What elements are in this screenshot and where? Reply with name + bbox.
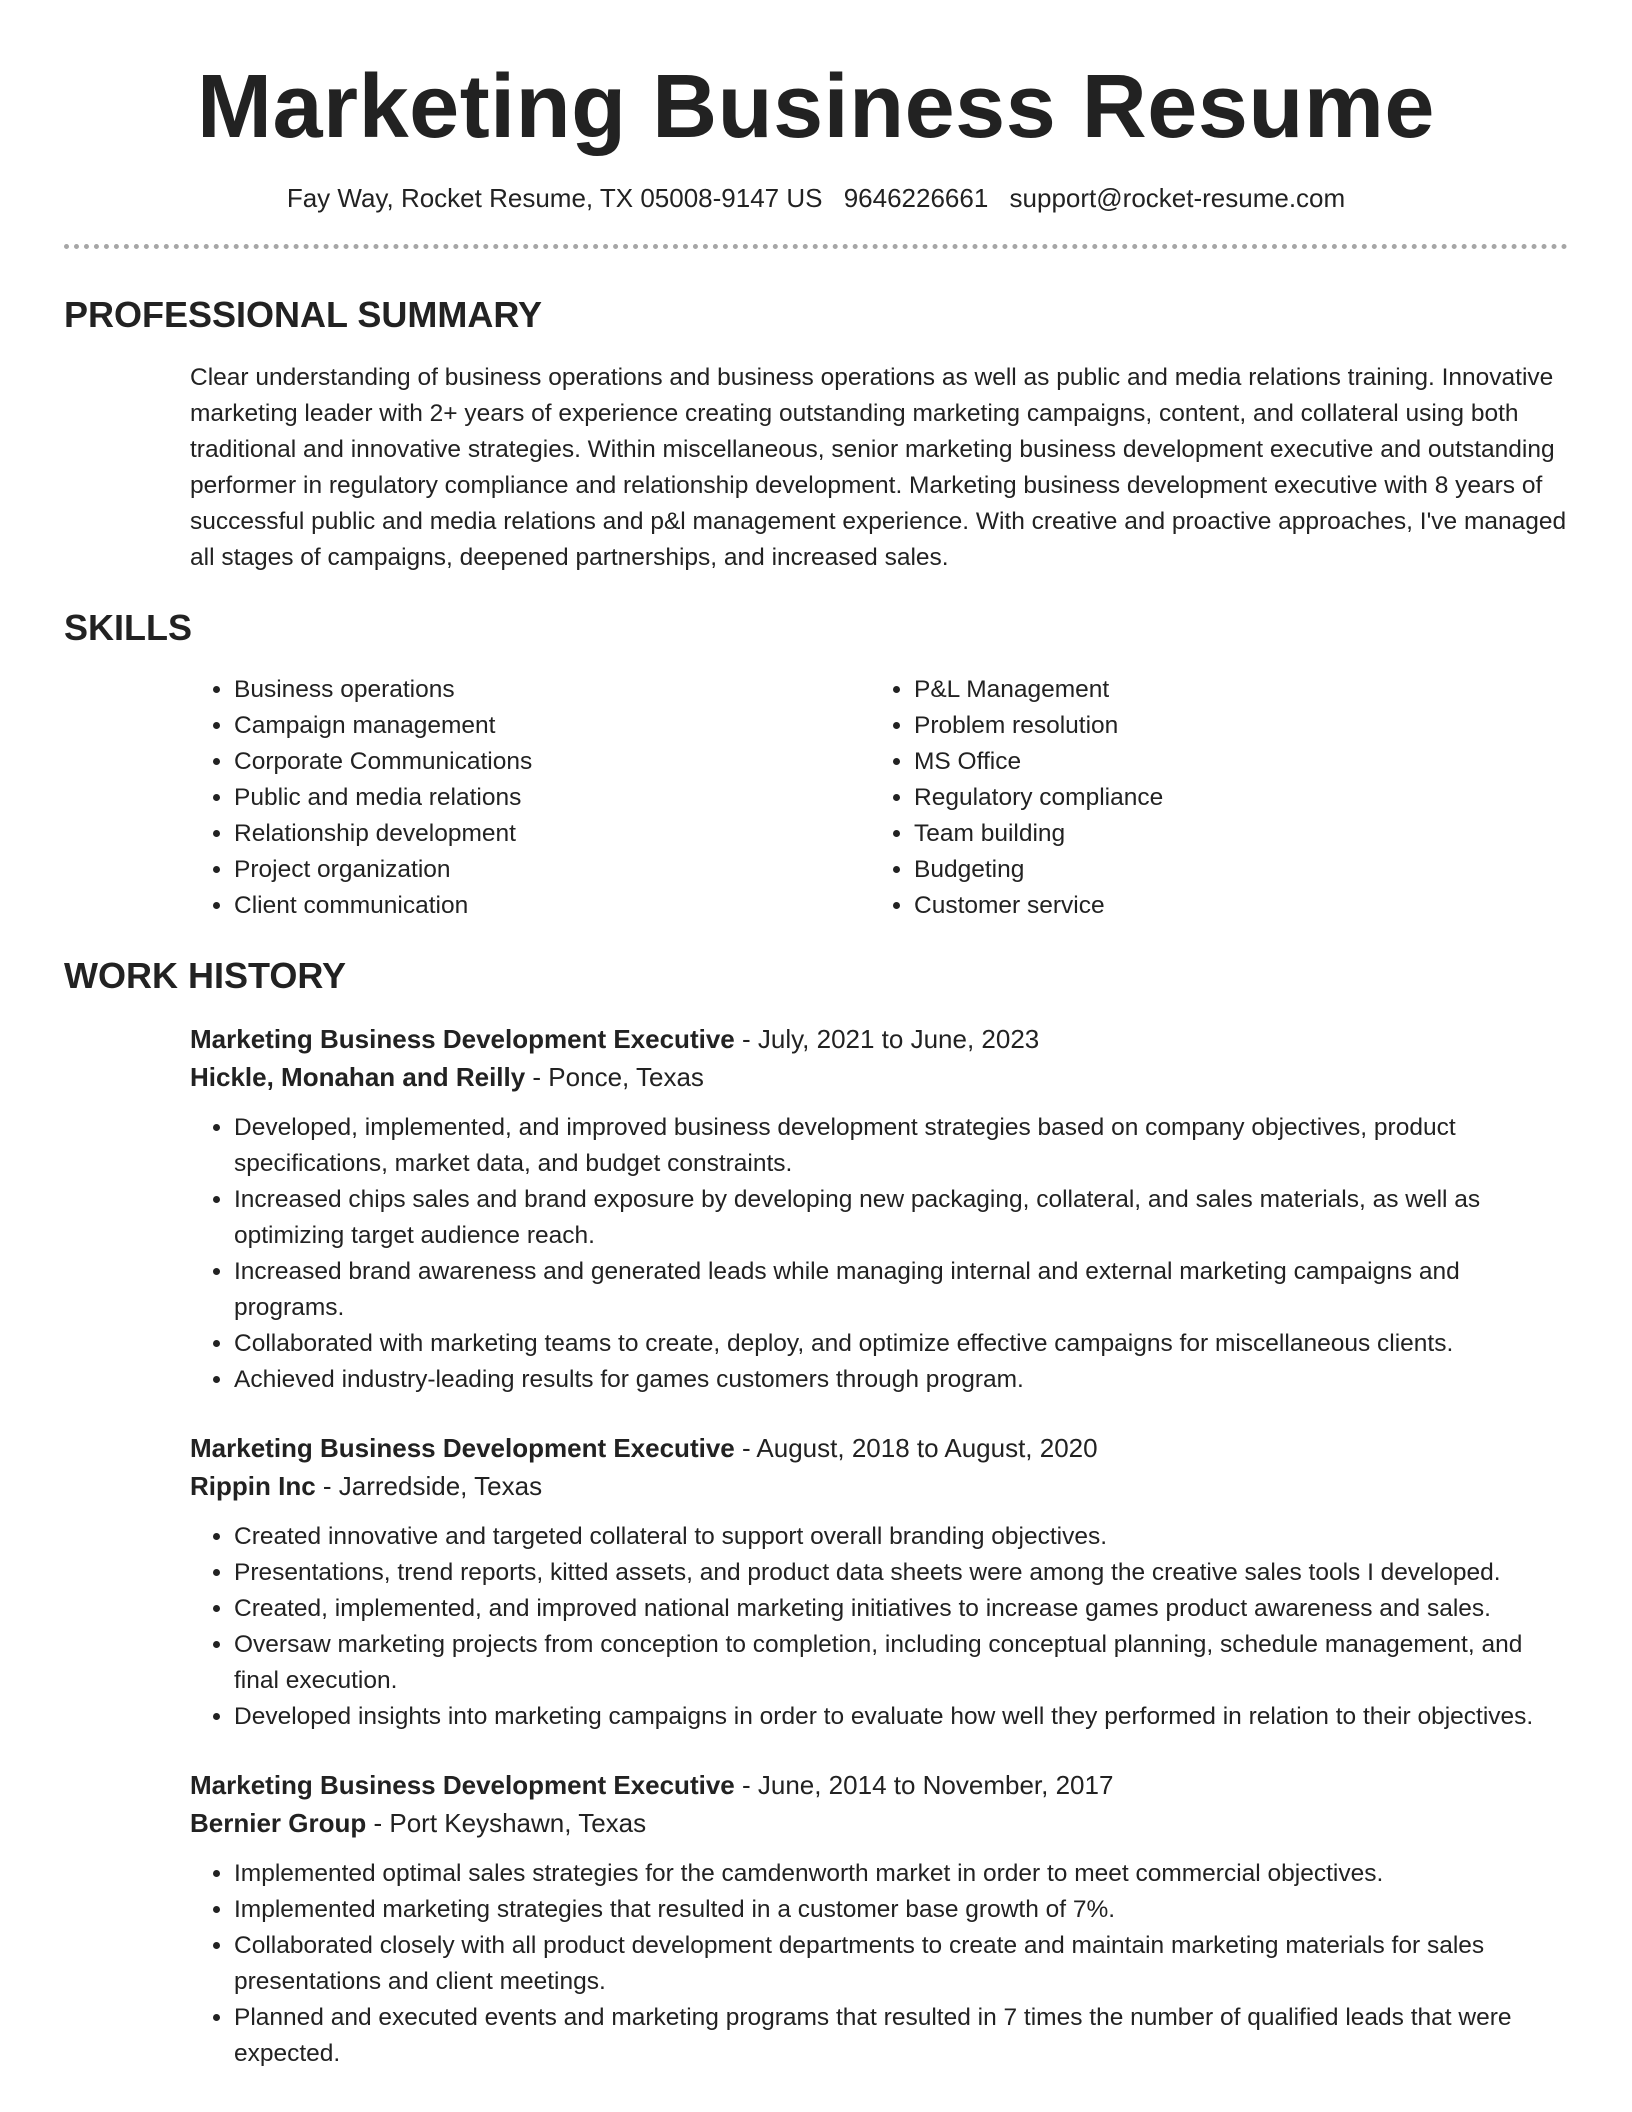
job-bullet: • Increased brand awareness and generated leads while managing internal and external marketing campaigns and programs. <box>234 1254 1568 1326</box>
skill-item: • Business operations <box>234 672 870 708</box>
skill-item: • MS Office <box>914 744 1550 780</box>
resume-title: Marketing Business Resume <box>197 57 1435 157</box>
skill-item: • Customer service <box>914 888 1550 924</box>
job-title: Marketing Business Development Executive <box>190 1770 735 1800</box>
job-bullet: • Implemented marketing strategies that resulted in a customer base growth of 7%. <box>234 1892 1568 1928</box>
summary-heading: PROFESSIONAL SUMMARY <box>64 294 543 335</box>
skill-item: • Campaign management <box>234 708 870 744</box>
contact-address: Fay Way, Rocket Resume, TX 05008-9147 US <box>286 183 823 213</box>
skills-section <box>64 606 1568 924</box>
header-divider <box>64 244 1568 249</box>
job-location: - Jarredside, Texas <box>315 1471 543 1501</box>
skill-item: • Public and media relations <box>234 780 870 816</box>
job-bullets <box>190 1856 1568 2072</box>
job-bullet: • Presentations, trend reports, kitted assets, and product data sheets were among the creative sales tools I developed. <box>234 1555 1568 1591</box>
skills-column-right <box>870 672 1550 924</box>
job-entry <box>64 1020 1568 1398</box>
job-dates: - August, 2018 to August, 2020 <box>734 1433 1098 1463</box>
job-dates: - July, 2021 to June, 2023 <box>734 1024 1040 1054</box>
skill-item: • Corporate Communications <box>234 744 870 780</box>
job-entry <box>64 1429 1568 1735</box>
job-bullet: • Planned and executed events and marketing programs that resulted in 7 times the number of qualified leads that were expected. <box>234 2000 1568 2072</box>
skill-item: • Problem resolution <box>914 708 1550 744</box>
skills-heading: SKILLS <box>64 607 193 648</box>
summary-text: Clear understanding of business operations and business operations as well as public and media relations training. Innovative marketing leader with 2+ years of experience creating outstanding marketing campaigns, content, and collateral using both traditional and innovative strategies. Within miscellaneous, senior marketing business development executive and outstanding performer in regulatory compliance and relationship development. Marketing business development executive with 8 years of successful public and media relations and p&l management experience. With creative and proactive approaches, I've managed all stages of campaigns, deepened partnerships, and increased sales. <box>190 364 1567 571</box>
contact-phone: 9646226661 <box>843 183 989 213</box>
job-dates: - June, 2014 to November, 2017 <box>734 1770 1114 1800</box>
skill-item: • Regulatory compliance <box>914 780 1550 816</box>
job-company: Rippin Inc <box>190 1471 316 1501</box>
job-bullet: • Created innovative and targeted collateral to support overall branding objectives. <box>234 1519 1568 1555</box>
job-title: Marketing Business Development Executive <box>190 1024 735 1054</box>
job-bullet: • Collaborated with marketing teams to create, deploy, and optimize effective campaigns for miscellaneous clients. <box>234 1326 1568 1362</box>
job-company: Bernier Group <box>190 1808 367 1838</box>
job-bullet: • Created, implemented, and improved national marketing initiatives to increase games product awareness and sales. <box>234 1591 1568 1627</box>
summary-section <box>64 293 1568 576</box>
job-company-line <box>190 1467 1568 1505</box>
job-location: - Ponce, Texas <box>525 1062 704 1092</box>
skills-column-left <box>190 672 870 924</box>
job-title-line <box>190 1429 1568 1467</box>
job-company-line <box>190 1058 1568 1096</box>
job-title: Marketing Business Development Executive <box>190 1433 735 1463</box>
skill-item: • Team building <box>914 816 1550 852</box>
job-title-line <box>190 1766 1568 1804</box>
job-bullet: • Implemented optimal sales strategies for the camdenworth market in order to meet commercial objectives. <box>234 1856 1568 1892</box>
contact-line <box>64 180 1568 216</box>
job-company-line <box>190 1804 1568 1842</box>
job-bullet: • Oversaw marketing projects from conception to completion, including conceptual planning, schedule management, and final execution. <box>234 1627 1568 1699</box>
job-company: Hickle, Monahan and Reilly <box>190 1062 526 1092</box>
skill-item: • Client communication <box>234 888 870 924</box>
job-bullets <box>190 1519 1568 1735</box>
job-bullet: • Collaborated closely with all product development departments to create and maintain marketing materials for sales presentations and client meetings. <box>234 1928 1568 2000</box>
job-entry <box>64 1766 1568 2072</box>
job-location: - Port Keyshawn, Texas <box>366 1808 647 1838</box>
skill-item: • Project organization <box>234 852 870 888</box>
skill-item: • Budgeting <box>914 852 1550 888</box>
job-bullet: • Increased chips sales and brand exposure by developing new packaging, collateral, and sales materials, as well as optimizing target audience reach. <box>234 1182 1568 1254</box>
skill-item: • Relationship development <box>234 816 870 852</box>
job-bullet: • Achieved industry-leading results for games customers through program. <box>234 1362 1568 1398</box>
contact-email: support@rocket-resume.com <box>1009 183 1346 213</box>
job-bullets <box>190 1110 1568 1398</box>
skills-grid <box>64 672 1568 924</box>
work-history-section <box>64 954 1568 2072</box>
job-bullet: • Developed insights into marketing campaigns in order to evaluate how well they performed in relation to their objectives. <box>234 1699 1568 1735</box>
job-bullet: • Developed, implemented, and improved business development strategies based on company objectives, product specifications, market data, and budget constraints. <box>234 1110 1568 1182</box>
job-title-line <box>190 1020 1568 1058</box>
skill-item: • P&L Management <box>914 672 1550 708</box>
work-history-heading: WORK HISTORY <box>64 955 347 996</box>
